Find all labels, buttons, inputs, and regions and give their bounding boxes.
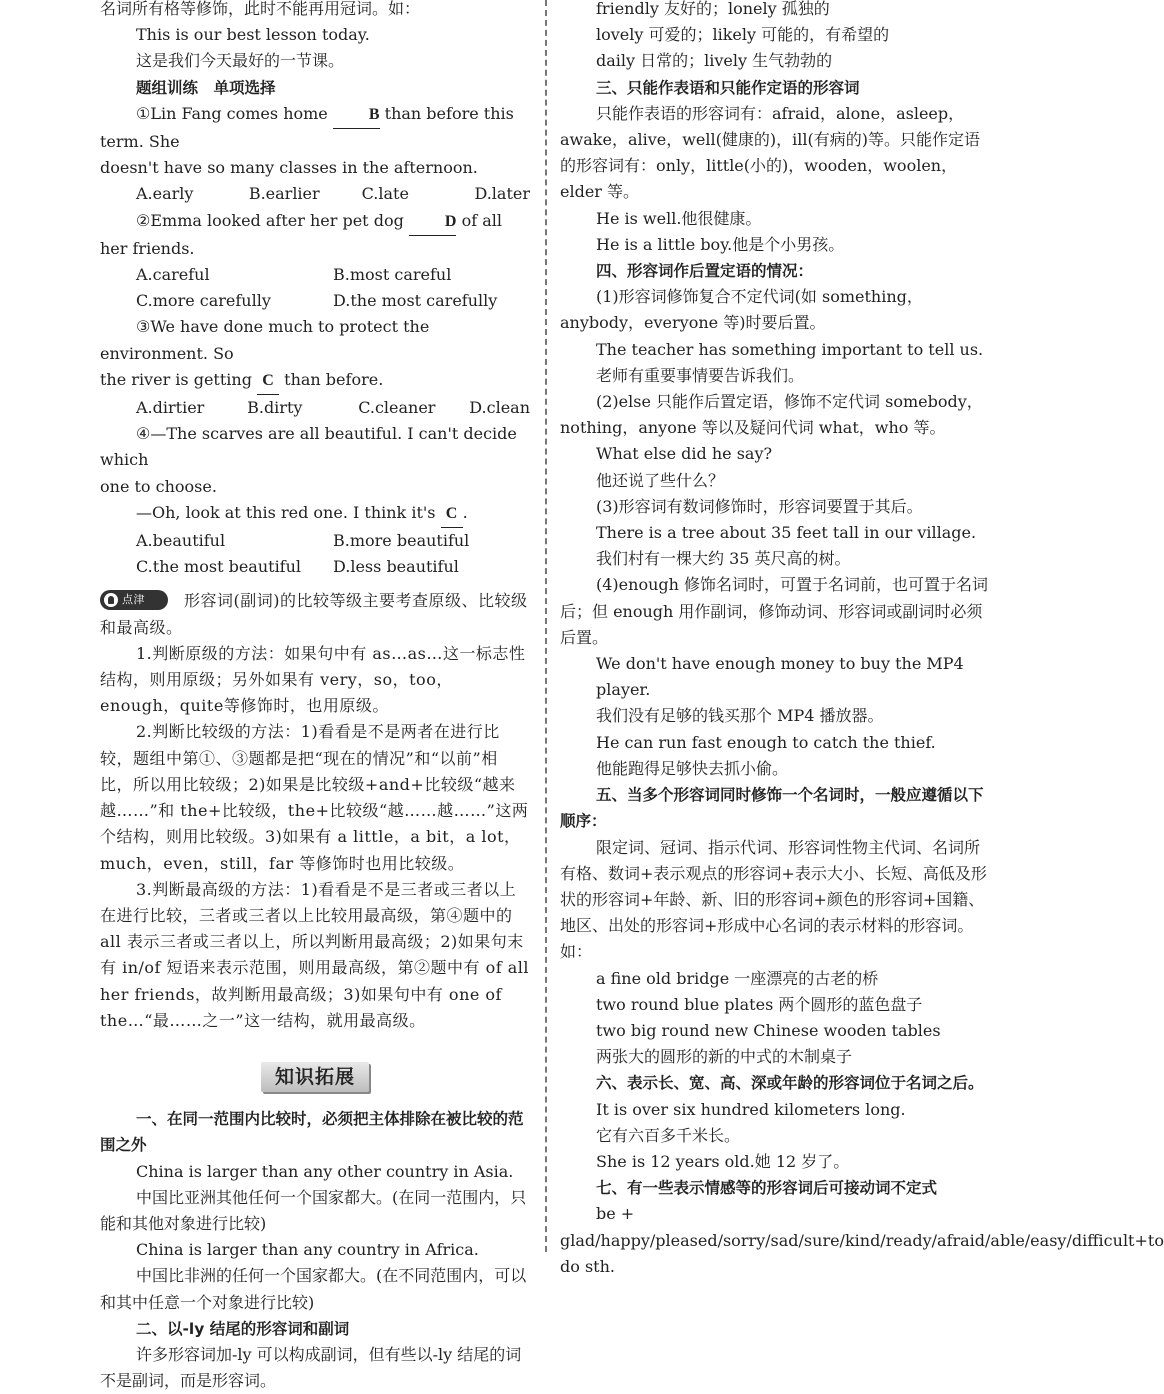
question-4-reply: —Oh, look at this red one. I think it's C .	[100, 500, 530, 528]
tip-3: 3.判断最高级的方法：1)看看是不是三者或三者以上在进行比较，三者或三者以上比较用最高级，第④题中的 all 表示三者或三者以上，所以判断用最高级；2)如果句末有 in/of 短语来表示范围，则用最高级，第②题中有 of all her friends，故判断用最高级；3)如果句中有 one of the…“最……之一”这一结构，就用最高级。	[100, 879, 530, 1030]
heading-4: 四、形容词作后置定语的情况：	[596, 262, 814, 281]
answer-blank: C	[257, 368, 279, 395]
example: two big round new Chinese wooden tables	[596, 1020, 941, 1040]
example-zh: 老师有重要事情要告诉我们。	[596, 365, 805, 385]
question-3: ③We have done much to protect the environment. So	[100, 317, 430, 363]
options	[100, 181, 530, 207]
option: C.the most beautiful	[136, 557, 302, 577]
option: B.earlier	[248, 184, 320, 204]
example-en: The teacher has something important to tell us.	[596, 339, 984, 359]
heading-6: 六、表示长、宽、高、深或年龄的形容词位于名词之后。	[596, 1074, 984, 1093]
tip-2: 2.判断比较级的方法：1)看看是不是两者在进行比较，题组中第①、③题都是把“现在的情况”和“以前”相比，所以用比较级；2)如果是比较级+and+比较级“越来越……”和 the+比较级，the+比较级“越……越……”这两个结构，则用比较级。3)如果有 a little，a bit，a lot，much，even，still，far 等修饰时也用比较级。	[100, 722, 529, 873]
question-1: ①Lin Fang comes home B than before this term. She	[100, 103, 514, 152]
tip-icon	[104, 593, 118, 607]
example-en: What else did he say?	[596, 444, 773, 464]
example-en: China is larger than any country in Africa.	[136, 1240, 479, 1260]
example-zh: 我们村有一棵大约 35 英尺高的树。	[596, 549, 851, 569]
option: B.most careful	[333, 265, 452, 285]
paragraph: (2)else 只能作后置定语，修饰不定代词 somebody，nothing，anyone 等以及疑问代词 what，who 等。	[560, 392, 983, 438]
question-2: ②Emma looked after her pet dog D of all her friends.	[100, 210, 502, 258]
answer-blank: D	[409, 209, 457, 236]
paragraph: 许多形容词加-ly 可以构成副词，但有些以-ly 结尾的词不是副词，而是形容词。	[100, 1344, 522, 1391]
right-column	[560, 0, 1164, 1280]
example-en: It is over six hundred kilometers long.	[596, 1099, 906, 1119]
options	[100, 288, 530, 314]
heading-2: 二、以-ly 结尾的形容词和副词	[136, 1319, 350, 1338]
question-1-cont: doesn't have so many classes in the afternoon.	[100, 158, 478, 178]
paragraph: be + glad/happy/pleased/sorry/sad/sure/kind/ready/afraid/able/easy/difficult+to do sth.	[560, 1204, 1164, 1276]
example-en: There is a tree about 35 feet tall in our village.	[596, 523, 977, 543]
column-divider	[545, 0, 547, 1252]
option: C.late	[361, 184, 409, 204]
options	[100, 528, 530, 554]
example-en: This is our best lesson today.	[136, 25, 370, 45]
example: two round blue plates 两个圆形的蓝色盘子	[596, 994, 923, 1014]
paragraph: (4)enough 修饰名词时，可置于名词前，也可置于名词后；但 enough 用作副词，修饰动词、形容词或副词时必须后置。	[560, 575, 989, 647]
option: A.careful	[136, 265, 210, 285]
paragraph: (3)形容词有数词修饰时，形容词要置于其后。	[596, 496, 923, 516]
tip-intro: 点津 形容词(副词)的比较等级主要考查原级、比较级和最高级。	[100, 591, 528, 637]
heading-7: 七、有一些表示情感等的形容词后可接动词不定式	[596, 1179, 938, 1198]
example: 两张大的圆形的新的中式的木制桌子	[596, 1047, 853, 1067]
word-list-item: lovely 可爱的；likely 可能的，有希望的	[596, 25, 890, 45]
heading-5: 五、当多个形容词同时修饰一个名词时，一般应遵循以下顺序：	[560, 786, 984, 831]
option: A.early	[136, 184, 194, 204]
option: A.beautiful	[136, 531, 226, 551]
option: C.more carefully	[136, 291, 271, 311]
answer-blank: B	[333, 102, 380, 129]
heading-1: 一、在同一范围内比较时，必须把主体排除在被比较的范围之外	[100, 1110, 524, 1155]
example-zh: 中国比亚洲其他任何一个国家都大。(在同一范围内，只能和其他对象进行比较)	[100, 1187, 527, 1233]
example-zh: 他能跑得足够快去抓小偷。	[596, 758, 789, 778]
example-en: We don't have enough money to buy the MP4 player.	[596, 654, 964, 700]
options	[100, 554, 530, 580]
tip-1: 1.判断原级的方法：如果句中有 as…as…这一标志性结构，则用原级；另外如果有 very，so，too，enough，quite等修饰时，也用原级。	[100, 643, 526, 716]
example-zh: 我们没有足够的钱买那个 MP4 播放器。	[596, 706, 884, 726]
options	[100, 262, 530, 288]
example-zh: 它有六百多千米长。	[596, 1125, 741, 1145]
option: B.more beautiful	[333, 531, 470, 551]
paragraph: 只能作表语的形容词有：afraid，alone，asleep，awake，alive，well(健康的)，ill(有病的)等。只能作定语的形容词有：only，little(小的)，wooden，woolen，elder 等。	[560, 103, 980, 202]
option: A.dirtier	[136, 398, 205, 418]
paragraph: 限定词、冠词、指示代词、形容词性物主代词、名词所有格、数词+表示观点的形容词+表示大小、长短、高低及形状的形容词+年龄、新、旧的形容词+颜色的形容词+国籍、地区、出处的形容词+形成中心名词的表示材料的形容词。如：	[560, 837, 987, 962]
example-en: China is larger than any other country in Asia.	[136, 1161, 514, 1181]
example: a fine old bridge 一座漂亮的古老的桥	[596, 968, 879, 988]
example-zh: 他还说了些什么？	[596, 470, 725, 490]
text-line: 名词所有格等修饰，此时不能再用冠词。如：	[100, 0, 421, 18]
option: B.dirty	[247, 398, 303, 418]
option: C.cleaner	[358, 398, 436, 418]
option: D.later	[474, 184, 530, 204]
question-4: ④—The scarves are all beautiful. I can't decide which	[100, 424, 517, 470]
paragraph: (1)形容词修饰复合不定代词(如 something，anybody，everyone 等)时要后置。	[560, 287, 923, 333]
question-3-cont: the river is getting C than before.	[100, 367, 530, 395]
heading-3: 三、只能作表语和只能作定语的形容词	[596, 78, 860, 97]
word-list-item: friendly 友好的；lonely 孤独的	[596, 0, 830, 18]
section-title: 知识拓展	[100, 1062, 530, 1092]
options	[100, 395, 530, 421]
drill-title: 题组训练 单项选择	[136, 78, 276, 97]
option: D.clean	[469, 398, 531, 418]
left-column	[100, 0, 530, 1394]
tip-badge: 点津	[100, 590, 168, 610]
example: He is well.他很健康。	[596, 208, 762, 228]
answer-blank: C	[441, 501, 463, 528]
word-list-item: daily 日常的；lively 生气勃勃的	[596, 51, 833, 71]
example-zh: 中国比非洲的任何一个国家都大。(在不同范围内，可以和其中任意一个对象进行比较)	[100, 1266, 527, 1312]
example-zh: 这是我们今天最好的一节课。	[136, 51, 345, 71]
question-4-cont: one to choose.	[100, 476, 217, 496]
example: She is 12 years old.她 12 岁了。	[596, 1151, 850, 1171]
option: D.less beautiful	[333, 557, 459, 577]
example-en: He can run fast enough to catch the thief.	[596, 732, 936, 752]
example: He is a little boy.他是个小男孩。	[596, 234, 845, 254]
option: D.the most carefully	[333, 291, 498, 311]
